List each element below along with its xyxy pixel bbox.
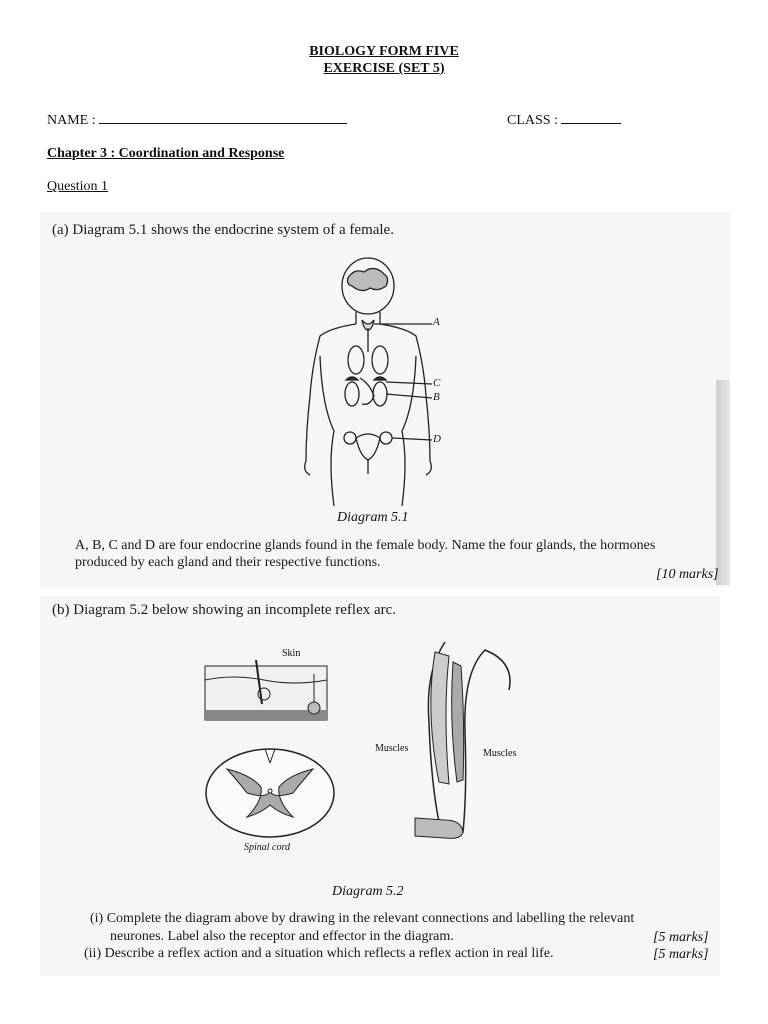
class-field-row <box>507 111 621 129</box>
question-heading: Question 1 <box>47 179 109 194</box>
part-b-q1-line1: (i) Complete the diagram above by drawing in the relevant connections and labelling the relevant <box>90 911 635 926</box>
gland-label-b: B <box>433 391 440 403</box>
part-b-q1-line2: neurones. Label also the receptor and effector in the diagram. <box>110 929 454 944</box>
part-b-heading: (b) Diagram 5.2 below showing an incomplete reflex arc. <box>52 602 397 618</box>
name-blank <box>99 111 347 124</box>
part-b-q2-marks: [5 marks] <box>653 947 709 962</box>
chapter-heading: Chapter 3 : Coordination and Response <box>47 146 285 161</box>
part-a-marks: [10 marks] <box>656 567 719 582</box>
muscles-label-right: Muscles <box>483 748 517 759</box>
spinal-cord-label: Spinal cord <box>244 842 291 853</box>
class-label: CLASS : <box>507 113 558 128</box>
skin-label: Skin <box>282 648 301 659</box>
part-b-q1-marks: [5 marks] <box>653 930 709 945</box>
part-a-text-line2: produced by each gland and their respective functions. <box>75 555 381 570</box>
gland-label-a: A <box>433 316 440 328</box>
muscles-label-left: Muscles <box>375 743 409 754</box>
name-label: NAME : <box>47 113 96 128</box>
part-a-text-line1: A, B, C and D are four endocrine glands found in the female body. Name the four glands, the hormones <box>75 538 656 553</box>
endocrine-diagram <box>290 256 470 506</box>
diagram-5-2-caption: Diagram 5.2 <box>332 884 404 899</box>
gland-label-c: C <box>433 377 441 389</box>
diagram-5-1-caption: Diagram 5.1 <box>337 510 409 525</box>
scan-edge-shadow-a <box>716 380 730 585</box>
worksheet-subtitle: EXERCISE (SET 5) <box>323 61 445 76</box>
gland-label-d: D <box>433 433 441 445</box>
name-field-row <box>47 111 347 129</box>
class-blank <box>561 111 621 124</box>
part-a-heading: (a) Diagram 5.1 shows the endocrine system of a female. <box>52 222 394 238</box>
arm-muscles-diagram <box>405 632 515 842</box>
worksheet-title: BIOLOGY FORM FIVE <box>309 44 459 59</box>
skin-diagram <box>204 660 328 726</box>
part-b-q2-line1: (ii) Describe a reflex action and a situation which reflects a reflex action in real life. <box>84 946 554 961</box>
spinal-cord-diagram <box>203 745 337 841</box>
